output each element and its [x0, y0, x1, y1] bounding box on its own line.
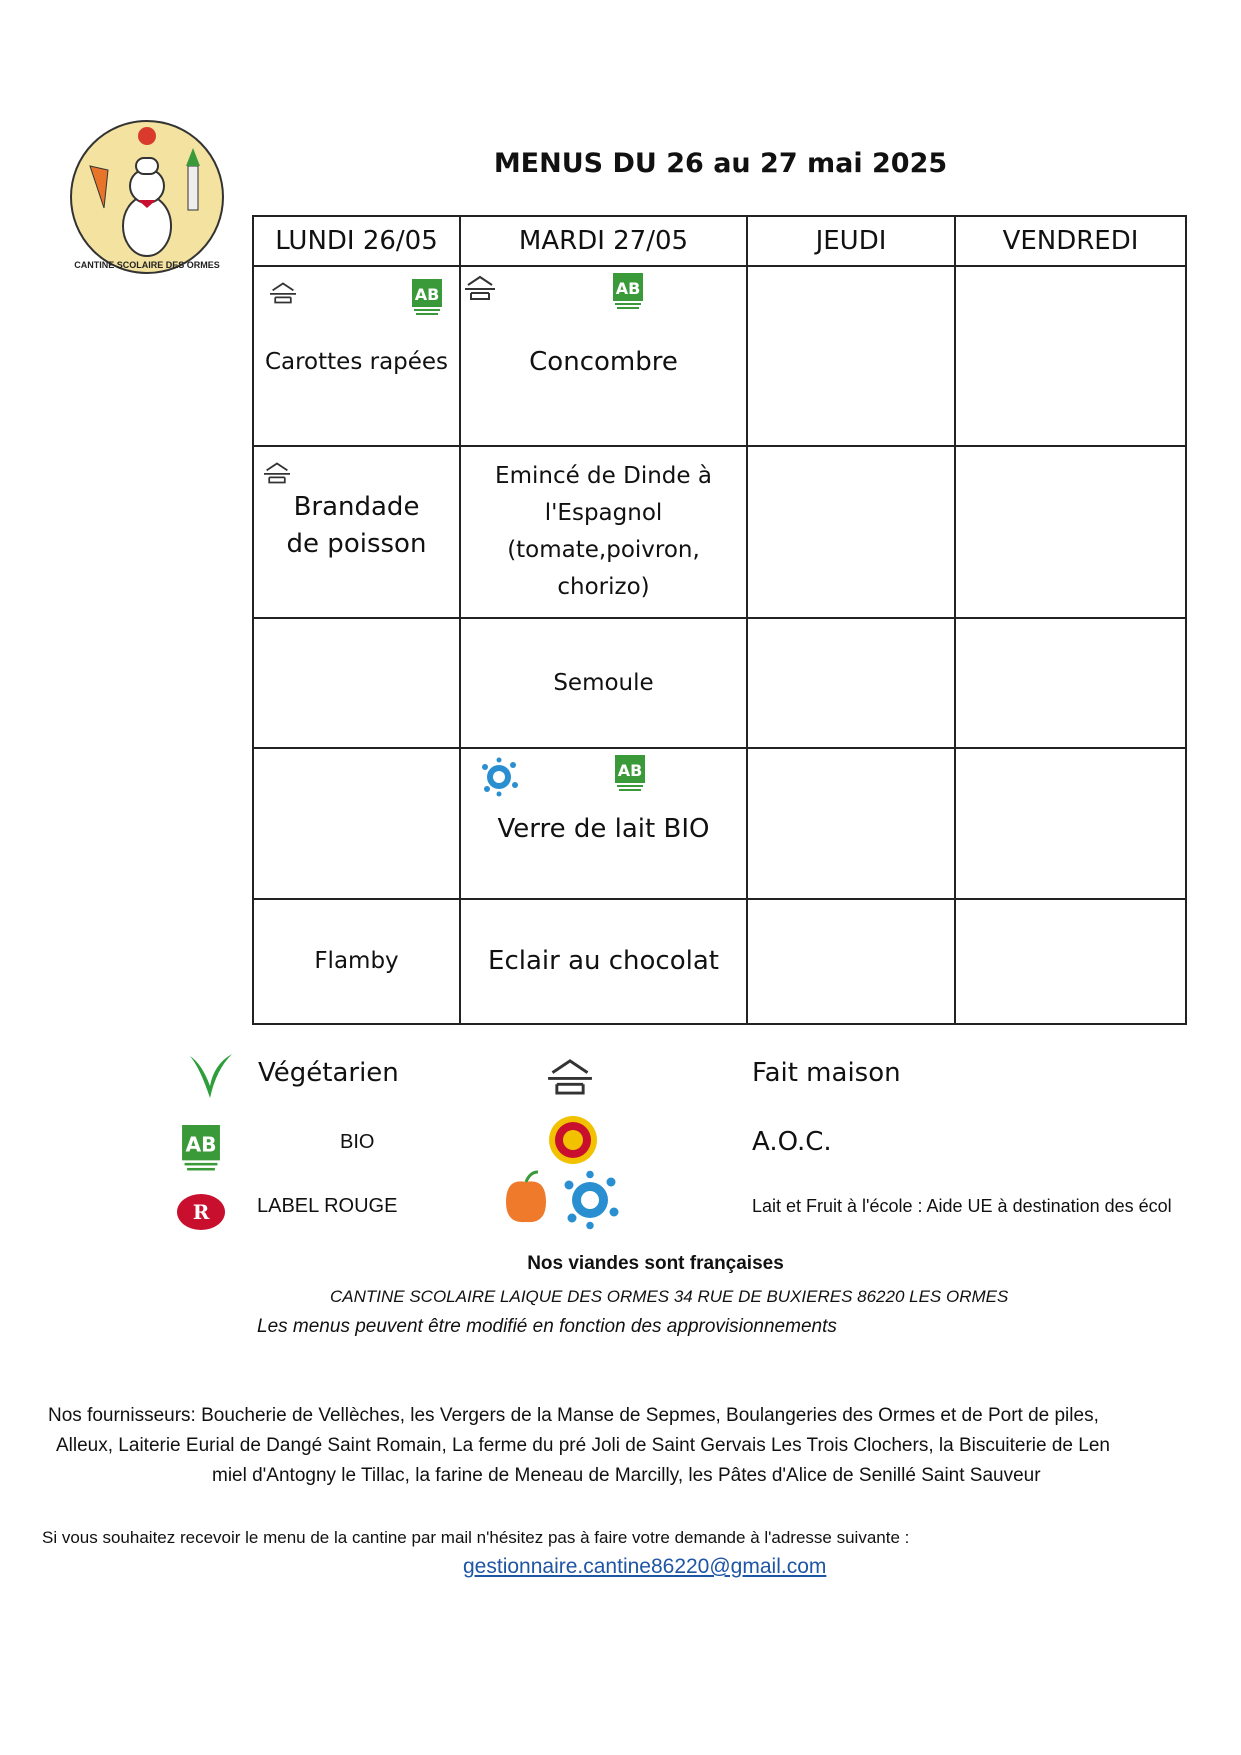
dish-text: Carottes rapées [264, 348, 449, 375]
bio-ab-icon [182, 1125, 220, 1173]
dish-text: Eclair au chocolat [488, 946, 719, 976]
menu-cell [747, 618, 955, 748]
table-row [253, 748, 1186, 899]
bio-ab-icon [412, 279, 442, 317]
table-header-row [253, 216, 1186, 266]
address: CANTINE SCOLAIRE LAIQUE DES ORMES 34 RUE DE BUXIERES 86220 LES ORMES [330, 1287, 1009, 1306]
email-link[interactable]: gestionnaire.cantine86220@gmail.com [463, 1555, 827, 1578]
menu-cell [460, 618, 747, 748]
menu-cell [253, 446, 460, 618]
column-header-lundi: LUNDI 26/05 [253, 216, 460, 266]
cantine-logo [68, 118, 226, 276]
dish-text: Flamby [314, 948, 399, 974]
bio-ab-icon [613, 273, 643, 311]
table-row [253, 618, 1186, 748]
menu-cell [955, 748, 1186, 899]
suppliers-line-1: Nos fournisseurs: Boucherie de Vellèches, les Vergers de la Manse de Sepmes, Boulangeries des Ormes et de Port de piles, [48, 1405, 1099, 1426]
suppliers-line-2: Alleux, Laiterie Eurial de Dangé Saint Romain, La ferme du pré Joli de Saint Gervais Les Trois Clochers, la Biscuiterie de Len [56, 1435, 1110, 1456]
column-header-vendredi: VENDREDI [955, 216, 1186, 266]
legend-bio-label: BIO [340, 1131, 375, 1153]
fait-maison-icon [270, 281, 296, 305]
dish-text: Brandade de poisson [286, 492, 427, 559]
menu-cell [253, 899, 460, 1024]
fait-maison-icon [264, 461, 290, 485]
dish-text: Semoule [553, 669, 654, 696]
menu-cell [747, 446, 955, 618]
legend-label-rouge-label: LABEL ROUGE [257, 1195, 398, 1217]
table-row [253, 446, 1186, 618]
menu-table [252, 215, 1187, 1025]
dish-text: Concombre [529, 346, 678, 377]
menu-cell [253, 266, 460, 446]
vegetarien-icon [186, 1050, 236, 1102]
legend-fait-maison-label: Fait maison [752, 1058, 901, 1088]
column-header-mardi: MARDI 27/05 [460, 216, 747, 266]
produits-laitiers-icon [560, 1170, 620, 1230]
menu-cell [460, 266, 747, 446]
menu-cell [747, 748, 955, 899]
menu-cell [460, 748, 747, 899]
menu-cell [747, 899, 955, 1024]
legend-vegetarien-label: Végétarien [258, 1058, 399, 1088]
svg-text:CANTINE SCOLAIRE DES ORMES: CANTINE SCOLAIRE DES ORMES [74, 260, 220, 270]
menu-cell [955, 899, 1186, 1024]
produits-laitiers-icon [479, 757, 519, 797]
table-row [253, 266, 1186, 446]
dish-text: Verre de lait BIO [497, 814, 710, 844]
mail-request-text: Si vous souhaitez recevoir le menu de la cantine par mail n'hésitez pas à faire votre demande à l'adresse suivante : [42, 1528, 910, 1547]
menu-cell [955, 446, 1186, 618]
suppliers-line-3: miel d'Antogny le Tillac, la farine de Meneau de Marcilly, les Pâtes d'Alice de Senillé Saint Sauveur [212, 1465, 1041, 1486]
menu-cell [955, 618, 1186, 748]
menu-cell [955, 266, 1186, 446]
menu-cell [460, 446, 747, 618]
menu-cell [253, 618, 460, 748]
svg-text:R: R [192, 1200, 210, 1224]
menu-cell [747, 266, 955, 446]
column-header-jeudi: JEUDI [747, 216, 955, 266]
bio-ab-icon [615, 755, 645, 793]
fait-maison-icon [465, 275, 495, 301]
fait-maison-icon [548, 1058, 592, 1096]
legend-aoc-label: A.O.C. [752, 1127, 832, 1157]
menu-cell [460, 899, 747, 1024]
viandes-notice: Nos viandes sont françaises [527, 1253, 784, 1274]
label-rouge-icon [176, 1192, 226, 1232]
dish-text: Emincé de Dinde à l'Espagnol (tomate,poivron, chorizo) [495, 463, 712, 600]
table-row [253, 899, 1186, 1024]
legend-lait-fruit-label: Lait et Fruit à l'école : Aide UE à destination des écol [752, 1196, 1172, 1216]
menu-cell [253, 748, 460, 899]
fruits-legumes-ecole-icon [502, 1170, 550, 1226]
menu-change-notice: Les menus peuvent être modifié en fonction des approvisionnements [257, 1316, 837, 1337]
aoc-icon [548, 1115, 598, 1165]
page-title: MENUS DU 26 au 27 mai 2025 [493, 148, 948, 179]
